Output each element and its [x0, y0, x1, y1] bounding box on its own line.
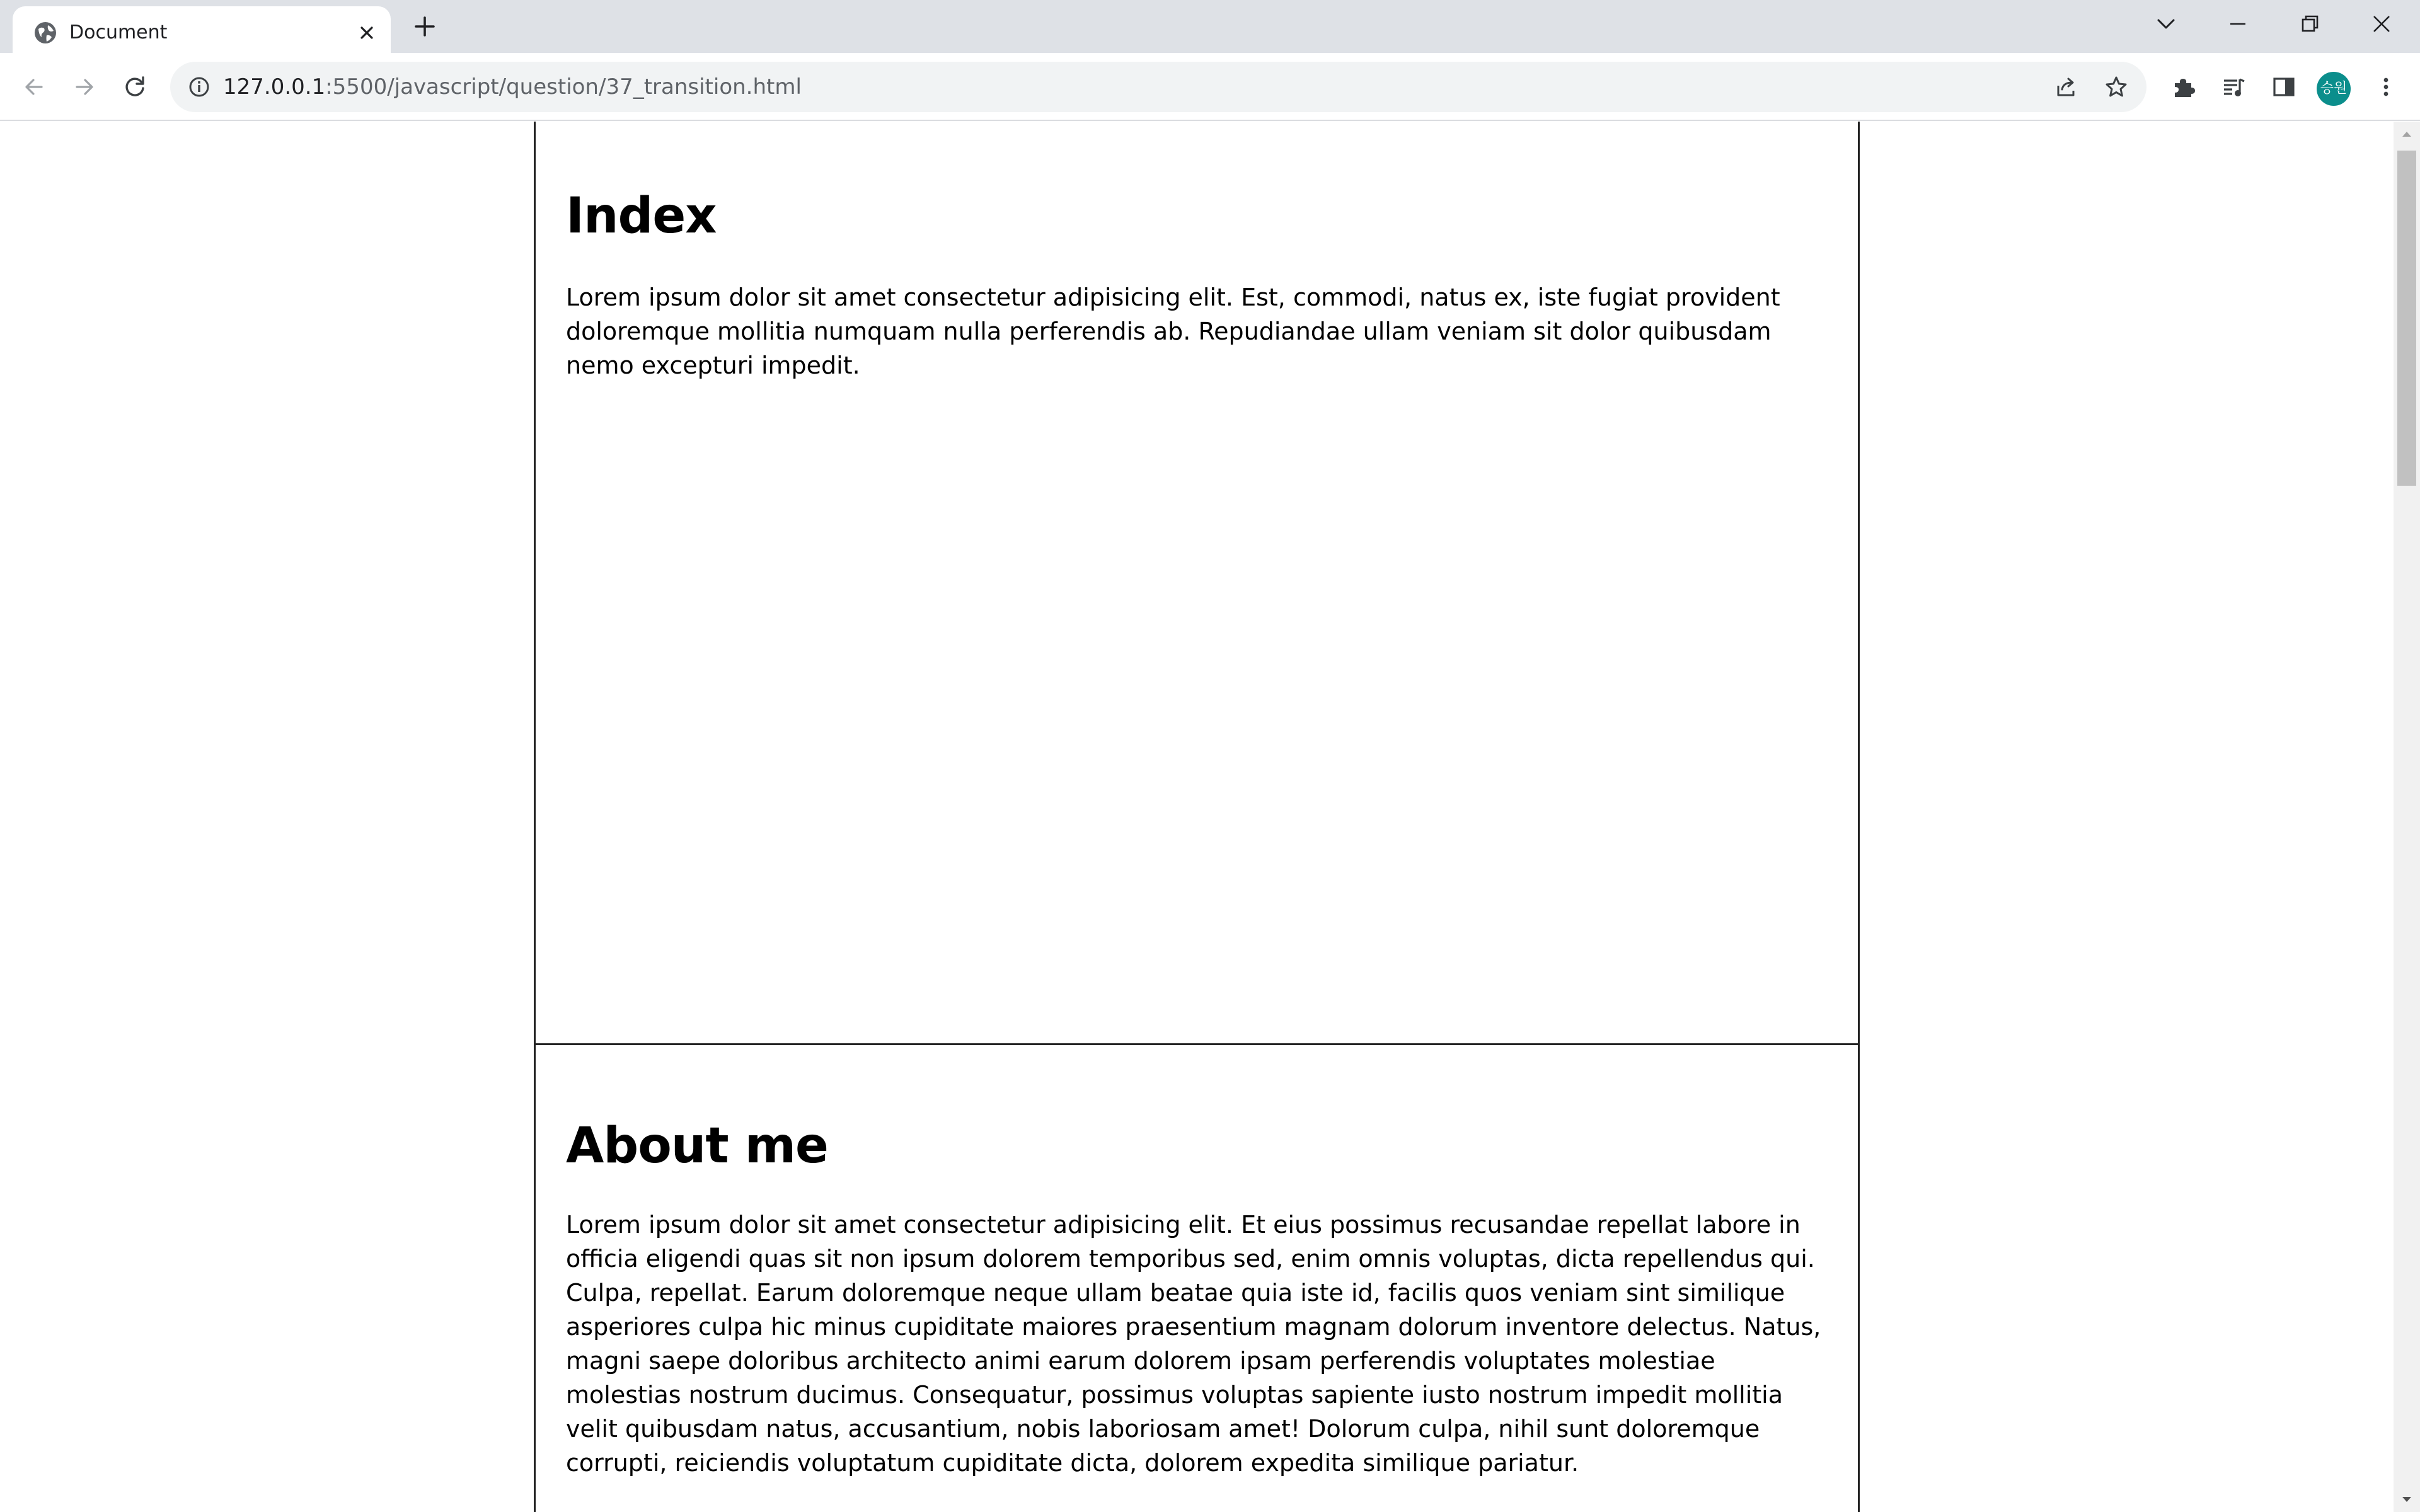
side-panel-icon[interactable]: [2262, 66, 2305, 108]
close-icon[interactable]: [353, 19, 381, 47]
kebab-menu-icon[interactable]: [2365, 66, 2407, 108]
avatar[interactable]: 승원: [2317, 72, 2351, 106]
arrow-left-icon[interactable]: [13, 66, 55, 108]
media-queue-icon[interactable]: [2212, 66, 2255, 108]
plus-icon[interactable]: [406, 13, 444, 40]
scroll-up-icon[interactable]: [2394, 122, 2420, 147]
section-about-me: [534, 1045, 1860, 1512]
section-body: Lorem ipsum dolor sit amet consectetur adipisicing elit. Et eius possimus recusandae repellat labore in officia eligendi quas sit non ipsum dolorem temporibus sed, enim omnis voluptas, dicta repellendus qui. Culpa, repellat. Earum doloremque neque ullam beatae quia iste id, facilis quos veniam sint similique asperiores culpa hic minus cupiditate maiores praesentium magnam dolorum inventore delectus. Natus, magni saepe doloribus architecto animi earum dolorem ipsam perferendis voluptates molestiae molestias nostrum ducimus. Consequatur, possimus voluptas sapiente iusto nostrum impedit mollitia velit quibusdam natus, accusantium, nobis laboriosam amet! Dolorum culpa, nihil sunt doloremque corrupti, reiciendis voluptatum cupiditate dicta, dolorem expedita similique pariatur.: [566, 1211, 1821, 1477]
url-text[interactable]: [223, 73, 802, 101]
tab-title: Document: [69, 21, 168, 43]
scroll-down-icon[interactable]: [2394, 1487, 2420, 1512]
share-icon[interactable]: [2048, 69, 2083, 105]
section-title: About me: [566, 1118, 828, 1174]
arrow-right-icon[interactable]: [63, 66, 106, 108]
page-content: [0, 122, 2394, 1512]
tab-strip: [0, 0, 2420, 53]
url-host: 127.0.0.1: [223, 74, 326, 100]
section-body: Lorem ipsum dolor sit amet consectetur adipisicing elit. Est, commodi, natus ex, iste fugiat provident doloremque mollitia numquam nulla perferendis ab. Repudiandae ullam veniam sit dolor quibusdam nemo excepturi impedit.: [566, 284, 1780, 379]
vertical-scrollbar[interactable]: [2394, 122, 2420, 1512]
star-icon[interactable]: [2099, 69, 2134, 105]
scrollbar-thumb[interactable]: [2397, 151, 2416, 486]
close-window-icon[interactable]: [2347, 0, 2416, 48]
chevron-down-icon[interactable]: [2131, 0, 2201, 48]
address-bar[interactable]: [170, 62, 2146, 112]
browser-toolbar: [0, 53, 2420, 121]
section-index: [534, 122, 1860, 1045]
browser-tab[interactable]: [13, 6, 391, 53]
info-icon[interactable]: [187, 74, 212, 100]
section-title: Index: [566, 188, 717, 244]
minimize-icon[interactable]: [2203, 0, 2273, 48]
globe-icon: [33, 20, 58, 45]
page-viewport: [0, 122, 2420, 1512]
reload-icon[interactable]: [113, 66, 156, 108]
puzzle-icon[interactable]: [2162, 66, 2204, 108]
restore-icon[interactable]: [2275, 0, 2344, 48]
url-path: :5500/javascript/question/37_transition.html: [325, 74, 802, 100]
